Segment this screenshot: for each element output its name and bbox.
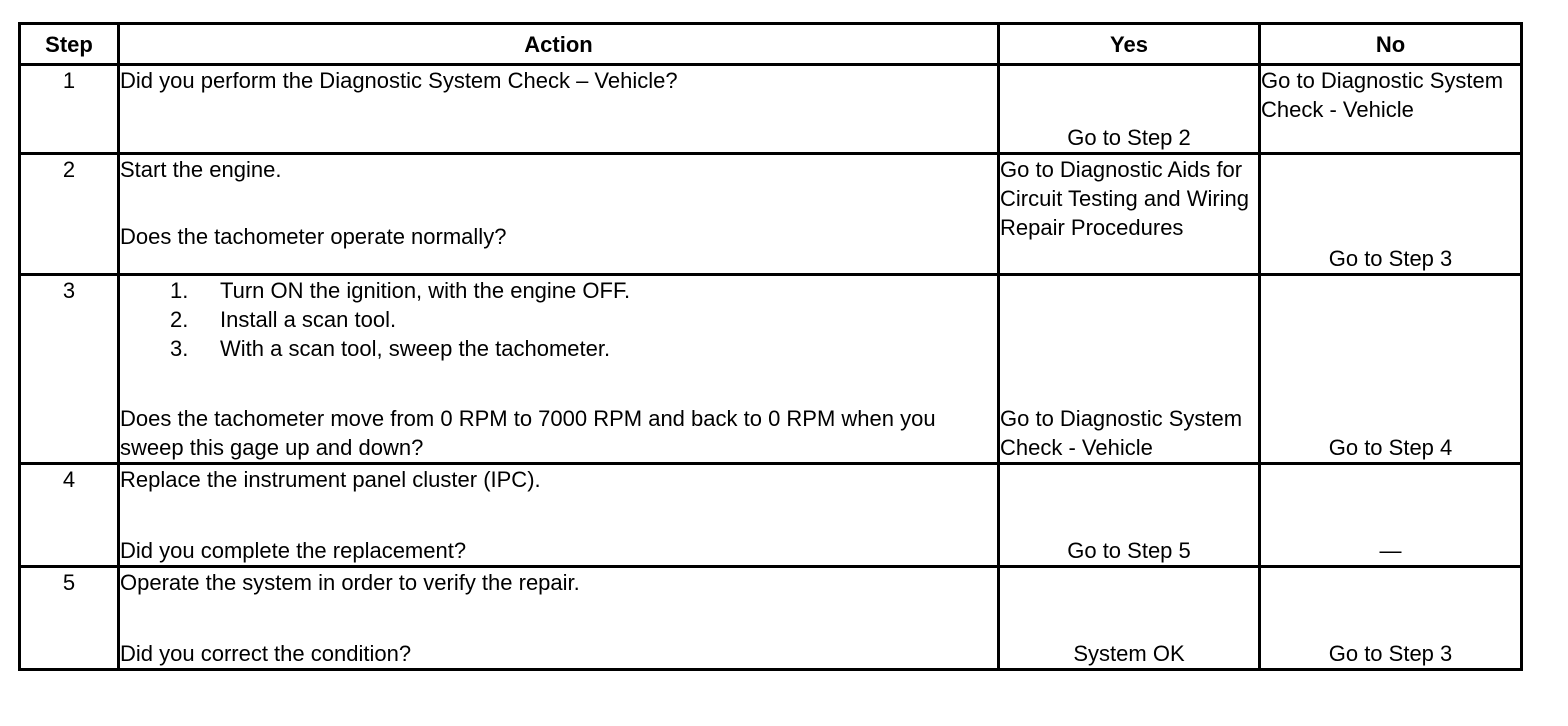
yes-result: Go to Diagnostic System Check - Vehicle xyxy=(1000,406,1243,460)
substep-text: Turn ON the ignition, with the engine OFF. xyxy=(220,278,631,303)
diagnostic-table xyxy=(18,22,1523,671)
yes-result: Go to Diagnostic Aids for Circuit Testing and Wiring Repair Procedures xyxy=(1000,157,1250,240)
yes-cell xyxy=(999,567,1260,670)
action-cell xyxy=(119,464,999,567)
yes-cell xyxy=(999,275,1260,464)
action-instruction: Operate the system in order to verify the repair. xyxy=(120,570,580,595)
action-cell xyxy=(119,567,999,670)
yes-cell xyxy=(999,154,1260,275)
no-result: Go to Step 4 xyxy=(1328,435,1453,460)
header-no: No xyxy=(1260,24,1522,65)
table-row xyxy=(20,154,1522,275)
step-number: 3 xyxy=(20,275,119,464)
step-number: 2 xyxy=(20,154,119,275)
action-question: Did you perform the Diagnostic System Check – Vehicle? xyxy=(120,68,678,93)
substep-text: With a scan tool, sweep the tachometer. xyxy=(220,336,611,361)
list-item xyxy=(170,276,997,305)
substep-number: 3. xyxy=(170,336,189,361)
header-yes: Yes xyxy=(999,24,1260,65)
step-number: 4 xyxy=(20,464,119,567)
action-cell xyxy=(119,275,999,464)
yes-cell xyxy=(999,65,1260,154)
table-row xyxy=(20,464,1522,567)
action-instruction: Replace the instrument panel cluster (IPC). xyxy=(120,467,541,492)
no-cell xyxy=(1260,464,1522,567)
header-action: Action xyxy=(119,24,999,65)
table-row xyxy=(20,65,1522,154)
yes-result: Go to Step 2 xyxy=(1067,125,1191,150)
substep-text: Install a scan tool. xyxy=(220,307,397,332)
no-result: Go to Step 3 xyxy=(1328,246,1453,271)
table-row xyxy=(20,567,1522,670)
action-instruction: Start the engine. xyxy=(120,157,282,182)
action-question: Does the tachometer move from 0 RPM to 7000 RPM and back to 0 RPM when you sweep this gage up and down? xyxy=(120,406,936,460)
action-cell xyxy=(119,154,999,275)
no-result: Go to Diagnostic System Check - Vehicle xyxy=(1261,68,1504,122)
substep-list xyxy=(120,276,997,363)
no-cell xyxy=(1260,567,1522,670)
table-header-row xyxy=(20,24,1522,65)
header-step: Step xyxy=(20,24,119,65)
table-row xyxy=(20,275,1522,464)
yes-result: System OK xyxy=(1073,641,1185,666)
substep-number: 1. xyxy=(170,278,189,303)
no-result: Go to Step 3 xyxy=(1328,641,1453,666)
yes-cell xyxy=(999,464,1260,567)
action-cell xyxy=(119,65,999,154)
action-question: Did you correct the condition? xyxy=(120,641,412,666)
no-result-dash: — xyxy=(1379,538,1402,563)
no-cell xyxy=(1260,65,1522,154)
step-number: 1 xyxy=(20,65,119,154)
step-number: 5 xyxy=(20,567,119,670)
no-cell xyxy=(1260,275,1522,464)
no-cell xyxy=(1260,154,1522,275)
list-item xyxy=(170,305,997,334)
action-question: Does the tachometer operate normally? xyxy=(120,224,507,249)
yes-result: Go to Step 5 xyxy=(1067,538,1191,563)
list-item xyxy=(170,334,997,363)
action-question: Did you complete the replacement? xyxy=(120,538,467,563)
substep-number: 2. xyxy=(170,307,189,332)
